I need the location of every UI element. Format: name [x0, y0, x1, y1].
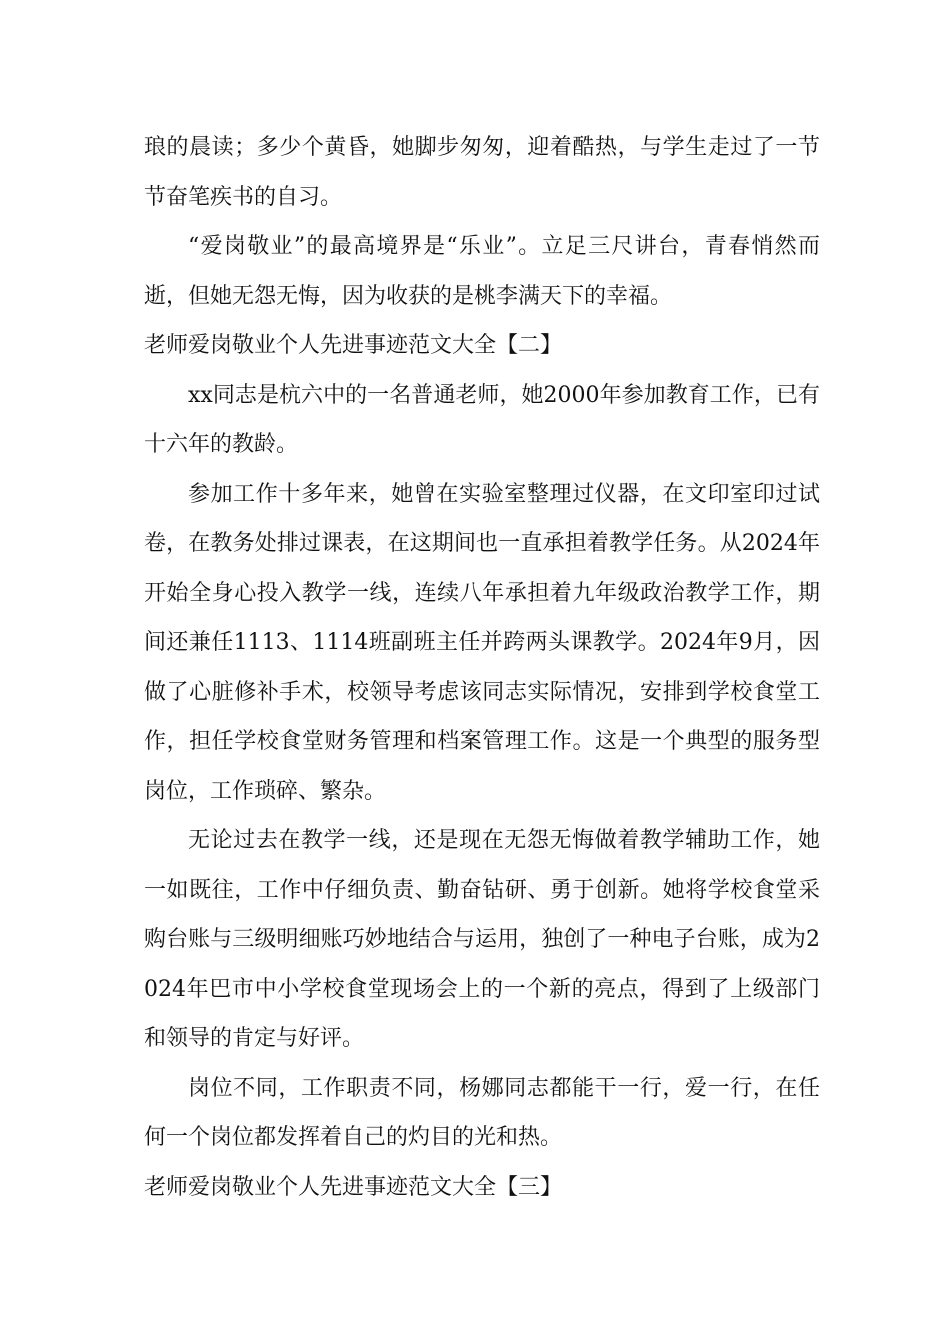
paragraph-work-history: 参加工作十多年来，她曾在实验室整理过仪器，在文印室印过试卷，在教务处排过课表，在这期间也一直承担着教学任务。从2024年开始全身心投入教学一线，连续八年承担着九年级政治教学工作，期间还兼任1113、1114班副班主任并跨两头课教学。2024年9月，因做了心脏修补手术，校领导考虑该同志实际情况，安排到学校食堂工作，担任学校食堂财务管理和档案管理工作。这是一个典型的服务型岗位，工作琐碎、繁杂。 — [144, 481, 820, 804]
section-heading-three: 老师爱岗敬业个人先进事迹范文大全【三】 — [144, 1174, 563, 1200]
paragraph-conclusion: 岗位不同，工作职责不同，杨娜同志都能干一行，爱一行，在任何一个岗位都发挥着自己的灼目的光和热。 — [144, 1075, 820, 1150]
paragraph-intro-teacher: xx同志是杭六中的一名普通老师，她2000年参加教育工作，已有十六年的教龄。 — [144, 382, 820, 457]
section-heading-two: 老师爱岗敬业个人先进事迹范文大全【二】 — [144, 333, 563, 358]
paragraph-innovation: 无论过去在教学一线，还是现在无怨无悔做着教学辅助工作，她一如既往，工作中仔细负责、勤奋钻研、勇于创新。她将学校食堂采购台账与三级明细账巧妙地结合与运用，独创了一种电子台账，成为2024年巴市中小学校食堂现场会上的一个新的亮点，得到了上级部门和领导的肯定与好评。 — [144, 828, 820, 1051]
paragraph-continued-reading: 琅的晨读；多少个黄昏，她脚步匆匆，迎着酷热，与学生走过了一节节奋笔疾书的自习。 — [144, 135, 820, 210]
paragraph-love-job: “爱岗敬业”的最高境界是“乐业”。立足三尺讲台，青春悄然而逝，但她无怨无悔，因为收获的是桃李满天下的幸福。 — [144, 234, 820, 309]
document-body — [144, 123, 820, 1212]
